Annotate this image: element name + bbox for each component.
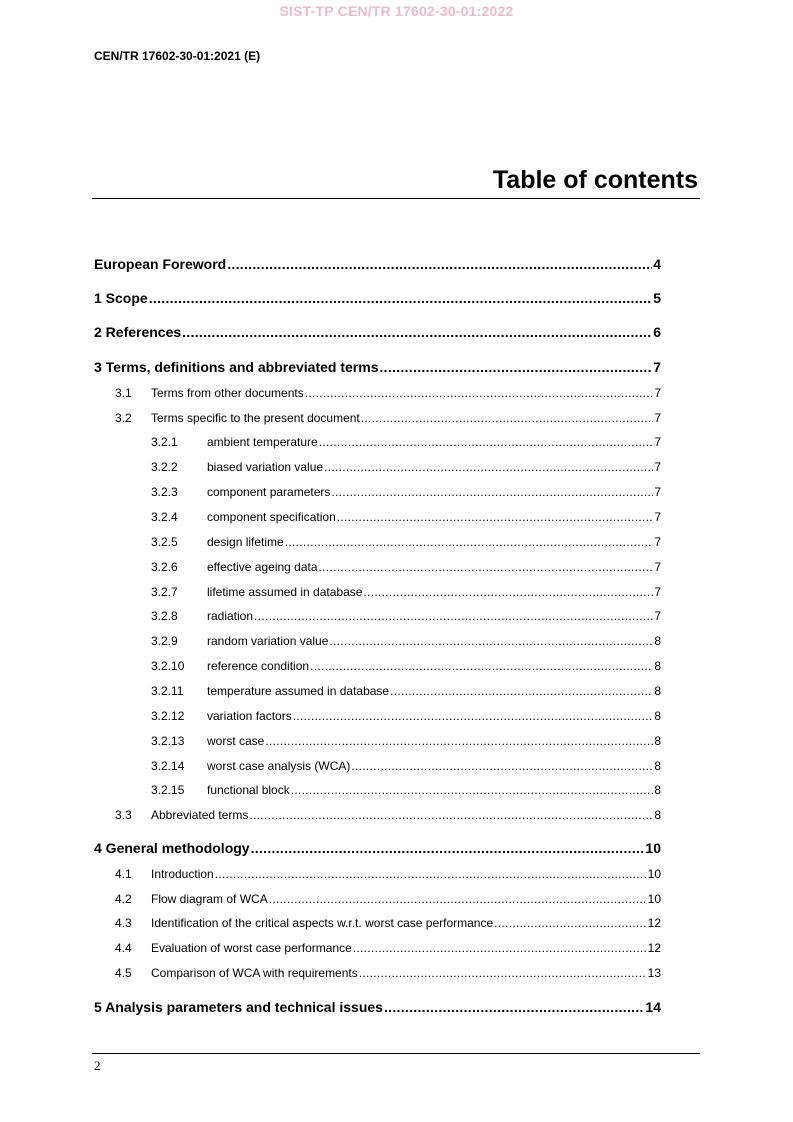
- toc-label: design lifetime: [207, 535, 284, 549]
- dot-leader: [337, 510, 654, 524]
- toc-label: Terms from other documents: [151, 386, 304, 400]
- dot-leader: [379, 359, 652, 375]
- toc-label: 2 References: [94, 324, 182, 340]
- toc-entry[interactable]: [0, 941, 661, 955]
- toc-page: 7: [654, 460, 661, 474]
- toc-number: 3.2.13: [151, 734, 185, 748]
- toc-label: temperature assumed in database: [207, 684, 390, 698]
- toc-label: Flow diagram of WCA: [151, 892, 268, 906]
- toc-entry[interactable]: [0, 916, 661, 930]
- toc-page: 7: [654, 435, 661, 449]
- toc-label: 3 Terms, definitions and abbreviated terms: [94, 359, 379, 375]
- toc-page: 8: [654, 808, 661, 822]
- toc-number: 3.2.2: [151, 460, 178, 474]
- toc-number: 4.3: [115, 916, 132, 930]
- toc-page: 10: [647, 892, 661, 906]
- dot-leader: [363, 585, 653, 599]
- toc-page: 5: [653, 290, 661, 306]
- toc-number: 3.2.9: [151, 634, 178, 648]
- toc-number: 3.2.1: [151, 435, 178, 449]
- dot-leader: [331, 485, 653, 499]
- toc-number: 3.2.11: [151, 684, 184, 698]
- toc-entry[interactable]: [0, 560, 661, 574]
- toc-number: 3.3: [115, 808, 132, 822]
- footer-divider: [92, 1053, 700, 1054]
- toc-label: worst case: [207, 734, 265, 748]
- toc-entry[interactable]: [0, 386, 661, 400]
- toc-page: 6: [653, 324, 661, 340]
- toc-page: 13: [647, 966, 661, 980]
- dot-leader: [251, 840, 645, 856]
- toc-entry[interactable]: [0, 435, 661, 449]
- toc-number: 3.2.8: [151, 609, 178, 623]
- toc-label: 1 Scope: [94, 290, 148, 306]
- toc-label: 5 Analysis parameters and technical issues: [94, 999, 383, 1015]
- toc-label: component specification: [207, 510, 336, 524]
- toc-entry[interactable]: [0, 734, 661, 748]
- toc-label: Abbreviated terms: [151, 808, 249, 822]
- watermark: SIST-TP CEN/TR 17602-30-01:2022: [279, 3, 514, 19]
- toc-page: 8: [654, 684, 661, 698]
- toc-label: Comparison of WCA with requirements: [151, 966, 358, 980]
- dot-leader: [361, 411, 654, 425]
- toc-number: 3.2.10: [151, 659, 185, 673]
- toc-number: 3.2: [115, 411, 132, 425]
- dot-leader: [265, 734, 653, 748]
- toc-entry[interactable]: [0, 867, 661, 881]
- toc-page: 12: [647, 941, 661, 955]
- toc-page: 7: [654, 535, 661, 549]
- dot-leader: [254, 609, 653, 623]
- page-number: 2: [94, 1058, 101, 1073]
- dot-leader: [293, 709, 654, 723]
- toc-label: component parameters: [207, 485, 331, 499]
- toc-page: 7: [654, 411, 661, 425]
- toc-entry[interactable]: [0, 324, 661, 340]
- page-title: Table of contents: [492, 166, 698, 194]
- toc-number: 3.1: [115, 386, 132, 400]
- toc-label: Terms specific to the present document: [151, 411, 360, 425]
- toc-number: 4.5: [115, 966, 132, 980]
- toc-number: 3.2.4: [151, 510, 178, 524]
- toc-label: ambient temperature: [207, 435, 318, 449]
- toc-page: 7: [654, 609, 661, 623]
- dot-leader: [390, 684, 653, 698]
- toc-entry[interactable]: [0, 808, 661, 822]
- toc-number: 3.2.3: [151, 485, 178, 499]
- toc-label: biased variation value: [207, 460, 324, 474]
- toc-number: 3.2.7: [151, 585, 178, 599]
- dot-leader: [149, 290, 653, 306]
- toc-entry[interactable]: [0, 634, 661, 648]
- dot-leader: [305, 386, 654, 400]
- toc-entry[interactable]: [0, 535, 661, 549]
- toc-entry[interactable]: [0, 359, 661, 375]
- toc-page: 7: [654, 585, 661, 599]
- toc-label: Introduction: [151, 867, 214, 881]
- toc-entry[interactable]: [0, 999, 661, 1015]
- toc-entry[interactable]: [0, 290, 661, 306]
- toc-entry[interactable]: [0, 684, 661, 698]
- dot-leader: [353, 941, 647, 955]
- dot-leader: [291, 783, 654, 797]
- dot-leader: [182, 324, 652, 340]
- toc-entry[interactable]: [0, 783, 661, 797]
- toc-label: Evaluation of worst case performance: [151, 941, 352, 955]
- toc-page: 10: [647, 867, 661, 881]
- toc-page: 7: [654, 485, 661, 499]
- dot-leader: [319, 435, 654, 449]
- title-divider: [92, 198, 700, 199]
- toc-number: 3.2.14: [151, 759, 185, 773]
- toc-label: random variation value: [207, 634, 329, 648]
- dot-leader: [285, 535, 654, 549]
- toc-page: 14: [645, 999, 661, 1015]
- dot-leader: [351, 759, 653, 773]
- toc-page: 8: [654, 759, 661, 773]
- toc-entry[interactable]: [0, 510, 661, 524]
- toc-label: variation factors: [207, 709, 292, 723]
- toc-page: 8: [654, 659, 661, 673]
- toc-page: 4: [653, 256, 661, 272]
- dot-leader: [324, 460, 653, 474]
- dot-leader: [249, 808, 653, 822]
- toc-entry[interactable]: [0, 709, 661, 723]
- dot-leader: [329, 634, 653, 648]
- toc-entry[interactable]: [0, 659, 661, 673]
- toc-page: 8: [654, 734, 661, 748]
- dot-leader: [227, 256, 652, 272]
- dot-leader: [359, 966, 647, 980]
- toc-page: 12: [647, 916, 661, 930]
- toc-label: effective ageing data: [207, 560, 318, 574]
- toc-page: 7: [654, 386, 661, 400]
- toc-number: 3.2.5: [151, 535, 178, 549]
- toc-label: European Foreword: [94, 256, 227, 272]
- dot-leader: [310, 659, 653, 673]
- toc-page: 8: [654, 783, 661, 797]
- toc-number: 3.2.15: [151, 783, 185, 797]
- toc-entry[interactable]: [0, 585, 661, 599]
- toc-entry[interactable]: [0, 256, 661, 272]
- toc-page: 10: [645, 840, 661, 856]
- toc-entry[interactable]: [0, 966, 661, 980]
- toc-entry[interactable]: [0, 485, 661, 499]
- toc-page: 7: [654, 510, 661, 524]
- toc-number: 3.2.12: [151, 709, 185, 723]
- toc-page: 7: [653, 359, 661, 375]
- toc-entry[interactable]: [0, 892, 661, 906]
- toc-number: 4.1: [115, 867, 132, 881]
- toc-number: 4.2: [115, 892, 132, 906]
- dot-leader: [494, 916, 646, 930]
- toc-page: 8: [654, 634, 661, 648]
- toc-page: 8: [654, 709, 661, 723]
- toc-entry[interactable]: [0, 609, 661, 623]
- dot-leader: [215, 867, 647, 881]
- toc-label: worst case analysis (WCA): [207, 759, 351, 773]
- toc-entry[interactable]: [0, 759, 661, 773]
- toc-entry[interactable]: [0, 840, 661, 856]
- toc-number: 4.4: [115, 941, 132, 955]
- toc-label: Identification of the critical aspects w.r.t. worst case performance: [151, 916, 494, 930]
- toc-label: radiation: [207, 609, 254, 623]
- toc-entry[interactable]: [0, 411, 661, 425]
- toc-page: 7: [654, 560, 661, 574]
- toc-label: lifetime assumed in database: [207, 585, 363, 599]
- document-id: CEN/TR 17602-30-01:2021 (E): [94, 49, 261, 63]
- dot-leader: [384, 999, 644, 1015]
- dot-leader: [269, 892, 647, 906]
- toc-label: 4 General methodology: [94, 840, 250, 856]
- toc-entry[interactable]: [0, 460, 661, 474]
- dot-leader: [319, 560, 654, 574]
- toc-label: functional block: [207, 783, 290, 797]
- toc-label: reference condition: [207, 659, 310, 673]
- toc-number: 3.2.6: [151, 560, 178, 574]
